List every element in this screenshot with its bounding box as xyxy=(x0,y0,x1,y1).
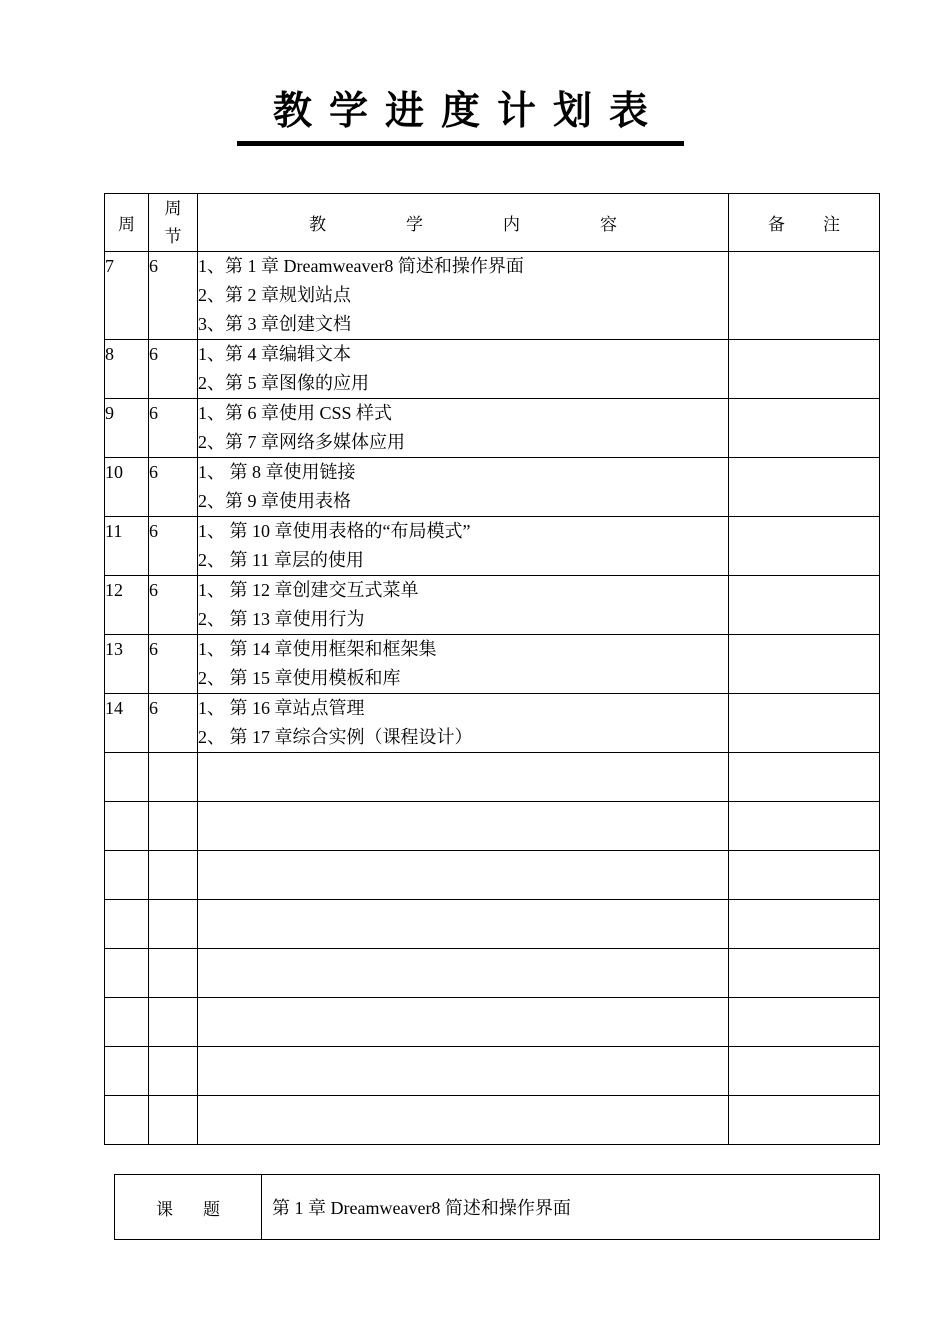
content-cell xyxy=(198,635,729,694)
page-title: 教学进度计划表 xyxy=(272,88,665,134)
empty-row xyxy=(105,1096,880,1145)
period-cell: 6 xyxy=(149,635,198,694)
empty-cell xyxy=(105,949,149,998)
content-item: 3、第 3 章创建文档 xyxy=(198,314,351,334)
period-cell: 6 xyxy=(149,458,198,517)
note-cell xyxy=(729,517,880,576)
empty-row xyxy=(105,900,880,949)
empty-cell xyxy=(729,851,880,900)
week-cell: 12 xyxy=(105,576,149,635)
empty-cell xyxy=(149,900,198,949)
table-row xyxy=(105,635,880,694)
empty-cell xyxy=(149,753,198,802)
empty-row xyxy=(105,1047,880,1096)
empty-cell xyxy=(729,1096,880,1145)
empty-cell xyxy=(198,851,729,900)
content-item: 1、 第 14 章使用框架和框架集 xyxy=(198,639,437,659)
empty-cell xyxy=(729,1047,880,1096)
content-item: 1、第 1 章 Dreamweaver8 简述和操作界面 xyxy=(198,256,524,276)
empty-cell xyxy=(105,753,149,802)
table-row xyxy=(105,576,880,635)
note-cell xyxy=(729,399,880,458)
empty-cell xyxy=(149,1047,198,1096)
content-cell xyxy=(198,252,729,340)
empty-row xyxy=(105,949,880,998)
content-item: 1、 第 16 章站点管理 xyxy=(198,698,365,718)
empty-row xyxy=(105,802,880,851)
content-item: 1、 第 10 章使用表格的“布局模式” xyxy=(198,521,471,541)
week-cell: 14 xyxy=(105,694,149,753)
table-row xyxy=(105,458,880,517)
week-cell: 13 xyxy=(105,635,149,694)
content-cell xyxy=(198,576,729,635)
week-cell: 10 xyxy=(105,458,149,517)
empty-cell xyxy=(149,998,198,1047)
empty-cell xyxy=(105,1096,149,1145)
table-row xyxy=(105,399,880,458)
content-item: 2、 第 13 章使用行为 xyxy=(198,609,365,629)
content-item: 2、第 2 章规划站点 xyxy=(198,285,351,305)
note-cell xyxy=(729,340,880,399)
header-week: 周 xyxy=(105,194,149,252)
table-row xyxy=(105,340,880,399)
empty-cell xyxy=(729,949,880,998)
content-cell xyxy=(198,694,729,753)
title-underline xyxy=(237,141,684,146)
content-item: 2、第 5 章图像的应用 xyxy=(198,373,369,393)
header-row xyxy=(105,194,880,252)
header-period xyxy=(149,194,198,252)
table-row xyxy=(105,252,880,340)
period-cell: 6 xyxy=(149,694,198,753)
period-cell: 6 xyxy=(149,252,198,340)
note-cell xyxy=(729,458,880,517)
empty-cell xyxy=(729,998,880,1047)
week-cell: 9 xyxy=(105,399,149,458)
empty-cell xyxy=(198,949,729,998)
empty-cell xyxy=(729,802,880,851)
table-row xyxy=(105,694,880,753)
topic-value: 第 1 章 Dreamweaver8 简述和操作界面 xyxy=(262,1175,880,1240)
content-cell xyxy=(198,517,729,576)
schedule-body xyxy=(105,252,880,1145)
header-period-line2: 节 xyxy=(164,226,182,247)
topic-row xyxy=(115,1175,880,1240)
empty-cell xyxy=(149,949,198,998)
period-cell: 6 xyxy=(149,576,198,635)
content-cell xyxy=(198,458,729,517)
content-item: 1、第 4 章编辑文本 xyxy=(198,344,351,364)
empty-cell xyxy=(198,998,729,1047)
content-item: 2、第 7 章网络多媒体应用 xyxy=(198,432,405,452)
table-row xyxy=(105,517,880,576)
empty-cell xyxy=(729,753,880,802)
topic-table xyxy=(114,1174,880,1240)
empty-row xyxy=(105,851,880,900)
period-cell: 6 xyxy=(149,517,198,576)
content-item: 1、第 6 章使用 CSS 样式 xyxy=(198,403,393,423)
week-cell: 7 xyxy=(105,252,149,340)
empty-cell xyxy=(149,802,198,851)
week-cell: 11 xyxy=(105,517,149,576)
note-cell xyxy=(729,252,880,340)
content-item: 2、 第 17 章综合实例（课程设计） xyxy=(198,727,473,747)
empty-cell xyxy=(198,1047,729,1096)
note-cell xyxy=(729,635,880,694)
period-cell: 6 xyxy=(149,399,198,458)
empty-cell xyxy=(105,900,149,949)
content-item: 2、 第 11 章层的使用 xyxy=(198,550,364,570)
empty-cell xyxy=(198,1096,729,1145)
empty-cell xyxy=(105,851,149,900)
content-item: 2、第 9 章使用表格 xyxy=(198,491,351,511)
header-period-line1: 周 xyxy=(164,198,182,219)
empty-cell xyxy=(105,802,149,851)
empty-cell xyxy=(105,1047,149,1096)
empty-row xyxy=(105,753,880,802)
empty-cell xyxy=(105,998,149,1047)
empty-cell xyxy=(198,802,729,851)
empty-cell xyxy=(729,900,880,949)
header-note: 备注 xyxy=(729,194,880,252)
schedule-table xyxy=(104,193,880,1145)
content-cell xyxy=(198,340,729,399)
content-item: 1、 第 12 章创建交互式菜单 xyxy=(198,580,419,600)
topic-label: 课题 xyxy=(115,1175,262,1240)
empty-cell xyxy=(198,753,729,802)
content-cell xyxy=(198,399,729,458)
content-item: 1、 第 8 章使用链接 xyxy=(198,462,356,482)
week-cell: 8 xyxy=(105,340,149,399)
content-item: 2、 第 15 章使用模板和库 xyxy=(198,668,401,688)
period-cell: 6 xyxy=(149,340,198,399)
empty-cell xyxy=(149,1096,198,1145)
header-content: 教学内容 xyxy=(198,194,729,252)
note-cell xyxy=(729,576,880,635)
empty-cell xyxy=(149,851,198,900)
note-cell xyxy=(729,694,880,753)
empty-cell xyxy=(198,900,729,949)
empty-row xyxy=(105,998,880,1047)
